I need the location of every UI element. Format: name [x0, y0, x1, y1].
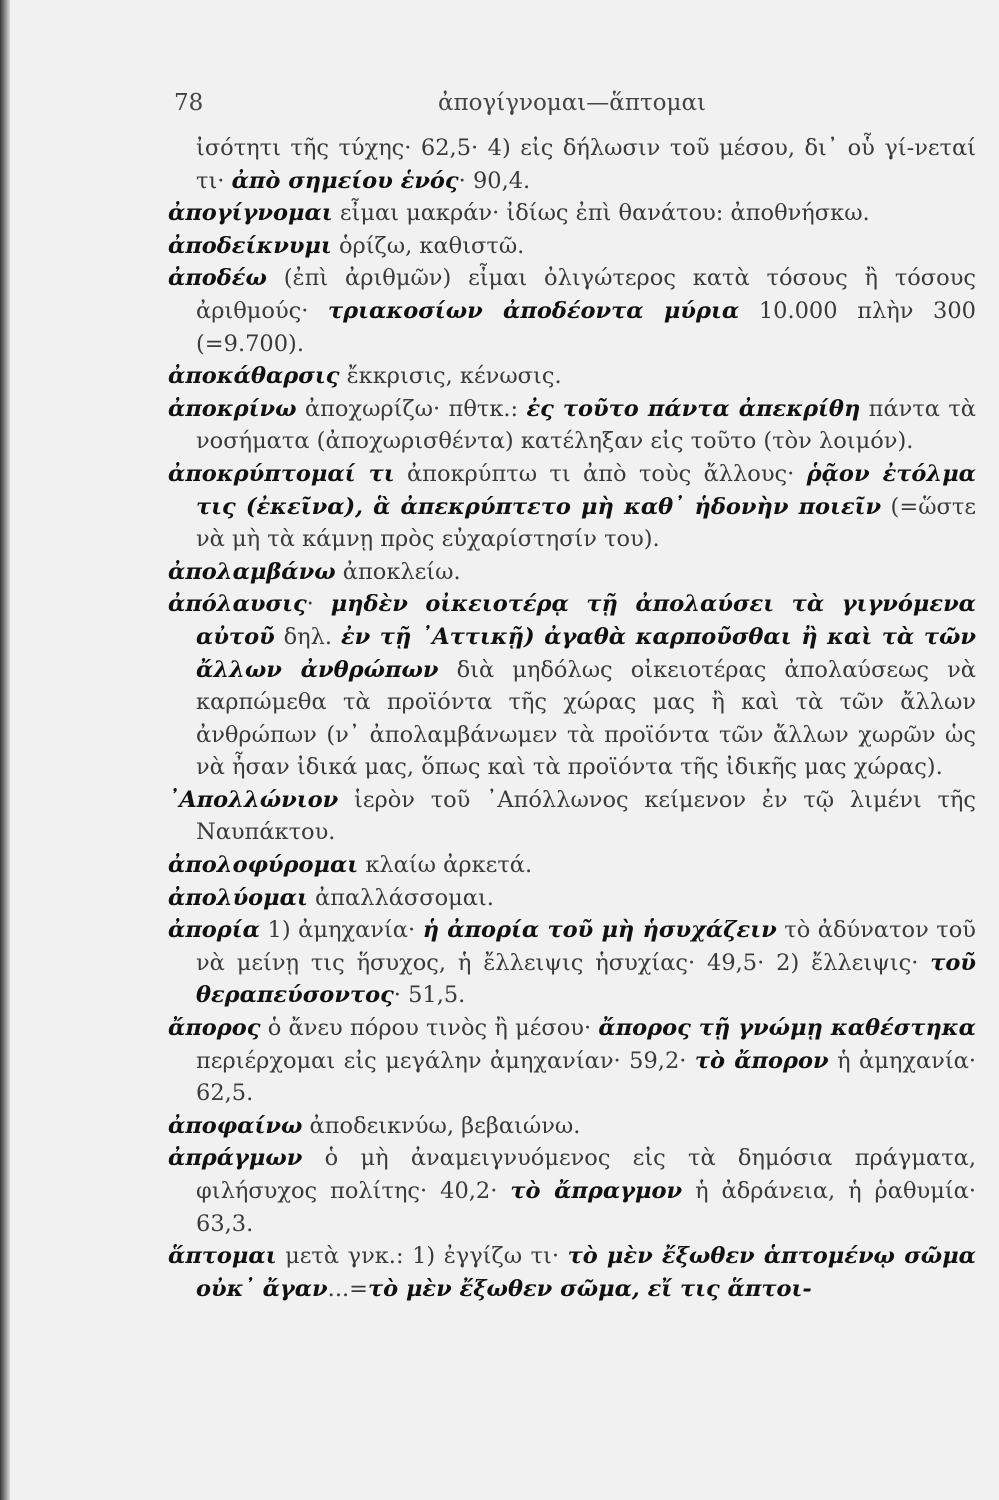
dictionary-entry — [168, 393, 976, 458]
entry-quotation: τὸ ἄπορον — [694, 1047, 829, 1074]
entry-definition: ὁ μὴ ἀναμειγνυόμενος εἰς τὰ δημόσια πράγματα, φιλήσυχος πολίτης· 40,2· — [196, 1145, 976, 1204]
entry-definition: κλαίω ἀρκετά. — [358, 852, 533, 879]
dictionary-entry — [168, 262, 976, 360]
entry-quotation: ἀπὸ σημείου ἑνός — [231, 167, 459, 194]
entry-definition: διὰ μηδόλως οἰκειοτέρας ἀπολαύσεως νὰ καρπώμεθα τὰ προϊόντα τῆς χώρας μας ἢ καὶ τὰ τῶν ἄλλων ἀνθρώπων (ν᾽ ἀπολαμβάνωμεν τὰ προϊόντα τῶν ἄλλων χωρῶν ὡς νὰ ἦσαν ἰδικά μας, ὅπως καὶ τὰ προϊόντα τῆς ἰδικῆς μας χώρας). — [196, 656, 976, 781]
entry-headword: ἀπόλαυσις — [168, 591, 307, 618]
entry-definition: (ἐπὶ ἀριθμῶν) εἶμαι ὀλιγώτερος κατὰ τόσους ἢ τόσους ἀριθμούς· — [196, 265, 976, 324]
entry-definition: ἔκκρισις, κένωσις. — [339, 363, 562, 390]
page-header — [168, 82, 976, 126]
entry-headword: ἀποφαίνω — [168, 1112, 303, 1139]
entry-quotation: τριακοσίων ἀποδέοντα μύρια — [328, 297, 740, 324]
entry-headword: ἀποκρίνω — [168, 395, 297, 422]
dictionary-entry — [168, 1240, 976, 1305]
entry-definition: ἀποδεικνύω, βεβαιώνω. — [302, 1112, 581, 1139]
dictionary-entry — [168, 132, 976, 197]
dictionary-entry — [168, 230, 976, 263]
dictionary-entry — [168, 1142, 976, 1240]
dictionary-entry — [168, 784, 976, 849]
entry-headword: ἀπολύομαι — [168, 884, 308, 911]
entry-headword: ἀποδείκνυμι — [168, 232, 332, 259]
entry-quotation: τὸ ἄπραγμον — [510, 1178, 683, 1204]
entry-definition: ὁρίζω, καθιστῶ. — [331, 232, 525, 259]
entry-quotation: ἐν τῇ ᾽Αττικῇ) ἀγαθὰ καρποῦσθαι ἢ καὶ τὰ τῶν ἄλλων ἀνθρώπων — [196, 623, 976, 683]
entry-quotation: τὸ μὲν ἔξωθεν ἁπτομένῳ σῶμα οὐκ᾽ ἄγαν — [196, 1243, 976, 1302]
entry-headword: ἀποκάθαρσις — [168, 363, 340, 390]
entry-quotation: ῥᾷον ἐτόλμα τις (ἐκεῖνα), ἃ ἀπεκρύπτετο μὴ καθ᾽ ἡδονὴν ποιεῖν — [196, 460, 976, 520]
entry-definition: ἀποκλείω. — [335, 558, 461, 585]
entry-definition: 1) ἀμηχανία· — [259, 917, 423, 944]
entry-quotation: τὸ μὲν ἔξωθεν σῶμα, εἴ τις ἅπτοι- — [367, 1275, 812, 1302]
entry-definition: εἶμαι μακράν· ἰδίως ἐπὶ θανάτου: ἀποθνήσκω. — [332, 200, 870, 227]
entry-headword: ᾽Απολλώνιον — [168, 786, 339, 813]
entry-definition: ἰσότητι τῆς τύχης· 62,5· 4) εἰς δήλωσιν τοῦ μέσου, δι᾽ οὗ γί-νεταί τι· — [196, 135, 976, 194]
entry-definition: (=ὥστε νὰ μὴ τὰ κάμνῃ πρὸς εὐχαρίστησίν του). — [196, 493, 977, 553]
page-edge-shadow — [0, 0, 10, 1500]
dictionary-entries — [168, 132, 976, 1305]
entry-headword: ἀπολοφύρομαι — [168, 852, 359, 879]
entry-definition: ...= — [327, 1275, 368, 1302]
entry-definition: ἱερὸν τοῦ ᾽Απόλλωνος κείμενον ἐν τῷ λιμένι τῆς Ναυπάκτου. — [196, 786, 976, 846]
dictionary-entry — [168, 197, 976, 230]
entry-definition: τὸ ἀδύνατον τοῦ νὰ μείνῃ τις ἥσυχος, ἡ ἔλλειψις ἡσυχίας· 49,5· 2) ἔλλειψις· — [196, 917, 976, 976]
entry-definition: δηλ. — [274, 623, 341, 650]
entry-headword: ἀπολαμβάνω — [168, 558, 336, 585]
entry-headword: ἅπτομαι — [168, 1243, 277, 1270]
entry-quotation: τοῦ θεραπεύσοντος — [196, 949, 976, 1009]
dictionary-entry — [168, 882, 976, 915]
entry-definition: ἡ ἀδράνεια, ἡ ῥαθυμία· 63,3. — [196, 1178, 976, 1237]
dictionary-entry — [168, 360, 976, 393]
running-title: ἀπογίγνομαι—ἅπτομαι — [437, 90, 707, 116]
entry-definition: ἀπαλλάσσομαι. — [307, 884, 494, 911]
entry-quotation: ἄπορος τῇ γνώμῃ καθέστηκα — [598, 1015, 976, 1042]
entry-headword: ἄπορος — [168, 1015, 261, 1042]
entry-quotation: ἐς τοῦτο πάντα ἀπεκρίθη — [526, 395, 861, 422]
entry-headword: ἀπογίγνομαι — [168, 200, 333, 227]
entry-definition: περιέρχομαι εἰς μεγάλην ἀμηχανίαν· 59,2· — [196, 1047, 695, 1074]
entry-headword: ἀπράγμων — [168, 1145, 303, 1172]
entry-headword: ἀποκρύπτομαί τι — [168, 460, 395, 487]
entry-headword: ἀποδέω — [168, 265, 267, 292]
dictionary-entry — [168, 914, 976, 1012]
page-number: 78 — [174, 90, 204, 116]
entry-definition: ἡ ἀμηχανία· 62,5. — [196, 1047, 976, 1107]
entry-definition: 10.000 πλὴν 300 (=9.700). — [196, 297, 976, 357]
entry-definition: ὁ ἄνευ πόρου τινὸς ἢ μέσου· — [260, 1015, 599, 1042]
entry-definition: ἀποκρύπτω τι ἀπὸ τοὺς ἄλλους· — [394, 460, 807, 487]
entry-quotation: μηδὲν οἰκειοτέρᾳ τῇ ἀπολαύσει τὰ γιγνόμενα αὐτοῦ — [196, 591, 976, 650]
entry-definition: πάντα τὰ νοσήματα (ἀποχωρισθέντα) κατέληξαν εἰς τοῦτο (τὸν λοιμόν). — [196, 395, 976, 455]
dictionary-entry — [168, 1012, 976, 1110]
entry-definition: · 90,4. — [458, 167, 531, 194]
entry-quotation: ἡ ἀπορία τοῦ μὴ ἡσυχάζειν — [422, 917, 777, 944]
entry-definition: μετὰ γνκ.: 1) ἐγγίζω τι· — [276, 1243, 568, 1270]
dictionary-entry — [168, 849, 976, 882]
book-page — [168, 82, 976, 1305]
dictionary-entry — [168, 458, 976, 556]
entry-definition: · — [306, 591, 331, 618]
dictionary-entry — [168, 556, 976, 589]
dictionary-entry — [168, 1110, 976, 1143]
entry-headword: ἀπορία — [168, 917, 260, 944]
entry-definition: · 51,5. — [393, 982, 466, 1009]
dictionary-entry — [168, 588, 976, 784]
entry-definition: ἀποχωρίζω· πθτκ.: — [296, 395, 527, 422]
